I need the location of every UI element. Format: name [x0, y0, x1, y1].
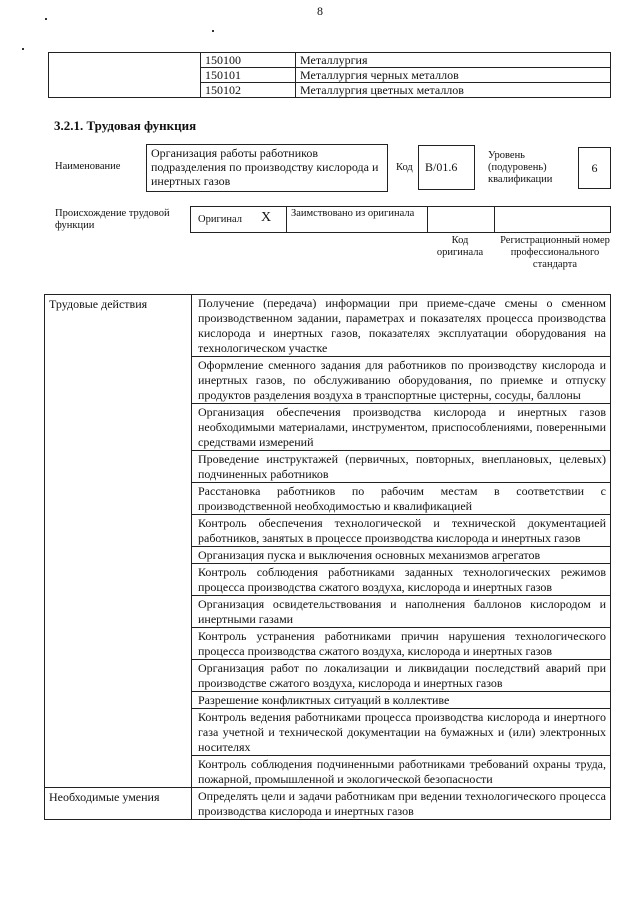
original-mark: Х	[261, 210, 272, 225]
labor-action-item: Контроль устранения работниками причин нарушения технологического процесса производства сжатого воздуха, кислорода и инертных газов	[192, 628, 611, 660]
reg-number-caption: Регистрационный номер профессионального стандарта	[500, 235, 610, 270]
level-label: Уровень (подуровень) квалификации	[488, 150, 553, 185]
labor-action-item: Оформление сменного задания для работников по производству кислорода и инертных газов, по обслуживанию оборудования, по приемке и отпуску продуктов разделения воздуха в транспортные цистерны, сосуды, баллоны	[192, 357, 611, 404]
origin-label: Происхождение трудовой функции	[55, 208, 170, 231]
empty-cell	[49, 53, 201, 98]
code-cell: 150100	[201, 53, 296, 68]
labor-action-item: Контроль соблюдения работниками заданных технологических режимов процесса производства сжатого воздуха, кислорода и инертных газов	[192, 564, 611, 596]
education-codes-table	[48, 52, 611, 98]
page-number: 8	[317, 4, 323, 18]
name-cell: Металлургия черных металлов	[296, 68, 611, 83]
code-label: Код	[396, 162, 413, 173]
labor-action-item: Получение (передача) информации при приеме-сдаче смены о сменном производственном задании, параметрах и показателях процесса производства кислорода и инертных газов, показателях эксплуатации оборудования на технологическом участке	[192, 295, 611, 357]
name-label: Наименование	[55, 161, 121, 172]
level-value: 6	[591, 161, 598, 175]
labor-action-item: Разрешение конфликтных ситуаций в коллективе	[192, 692, 611, 709]
labor-action-item: Организация освидетельствования и наполнения баллонов кислородом и инертными газами	[192, 596, 611, 628]
origin-row	[190, 206, 611, 233]
original-label: Оригинал	[198, 214, 242, 225]
labor-actions-label: Трудовые действия	[45, 295, 192, 788]
divider	[427, 207, 428, 232]
table-row	[45, 788, 611, 820]
name-cell: Металлургия цветных металлов	[296, 83, 611, 98]
scan-mark	[212, 30, 214, 32]
code-box	[418, 145, 475, 190]
labor-action-item: Контроль обеспечения технологической и технической документацией работников, занятых в процессе производства кислорода и инертных газов	[192, 515, 611, 547]
scan-mark	[22, 48, 24, 50]
skill-item: Определять цели и задачи работникам при ведении технологического процесса производства кислорода и инертных газов	[192, 788, 611, 820]
labor-action-item: Организация обеспечения производства кислорода и инертных газов необходимыми материалами, инструментом, приспособлениями, поверенными средствами измерений	[192, 404, 611, 451]
labor-action-item: Контроль соблюдения подчиненными работниками требований охраны труда, пожарной, промышленной и экологической безопасности	[192, 756, 611, 788]
code-cell: 150102	[201, 83, 296, 98]
labor-action-item: Контроль ведения работниками процесса производства кислорода и инертного газа учетной и технической документации на бумажных и (или) электронных носителях	[192, 709, 611, 756]
labor-action-item: Расстановка работников по рабочим местам в соответствии с производственной необходимостью и квалификацией	[192, 483, 611, 515]
skills-label: Необходимые умения	[45, 788, 192, 820]
function-name-box	[146, 144, 388, 192]
divider	[286, 207, 287, 232]
labor-action-item: Организация работ по локализации и ликвидации последствий аварий при производстве сжатого воздуха, кислорода и инертных газов	[192, 660, 611, 692]
table-row	[45, 295, 611, 357]
labor-function-table	[44, 294, 611, 820]
function-code: В/01.6	[425, 160, 458, 174]
code-original-caption: Код оригинала	[436, 235, 484, 258]
table-row	[49, 53, 611, 68]
code-cell: 150101	[201, 68, 296, 83]
name-cell: Металлургия	[296, 53, 611, 68]
level-box	[578, 147, 611, 189]
function-name: Организация работы работников подразделения по производству кислорода и инертных газов	[151, 146, 379, 188]
borrowed-label: Заимствовано из оригинала	[291, 208, 415, 219]
labor-action-item: Организация пуска и выключения основных механизмов агрегатов	[192, 547, 611, 564]
divider	[494, 207, 495, 232]
labor-action-item: Проведение инструктажей (первичных, повторных, внеплановых, целевых) подчиненных работников	[192, 451, 611, 483]
section-title: 3.2.1. Трудовая функция	[54, 118, 197, 133]
